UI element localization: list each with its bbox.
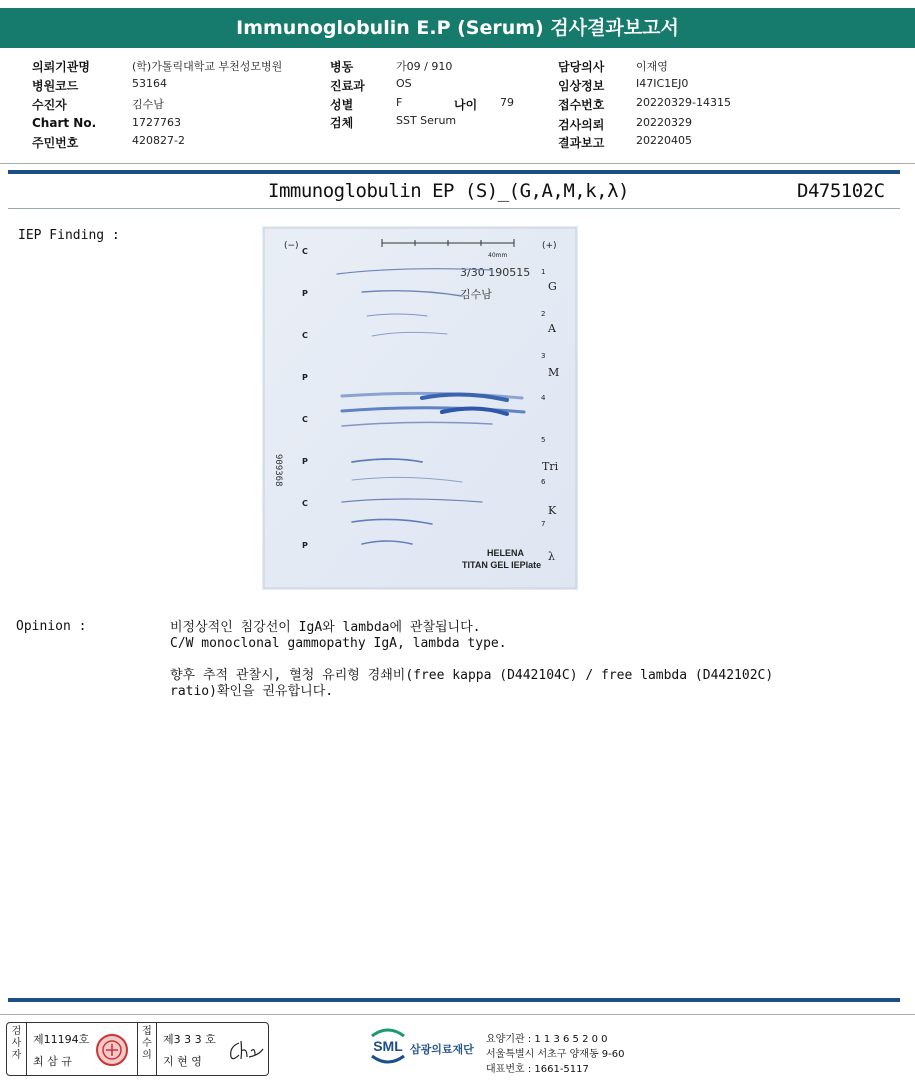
chart-value: 1727763 bbox=[132, 116, 181, 129]
divider bbox=[8, 208, 900, 209]
antiserum-label: Tri bbox=[542, 460, 559, 473]
divider bbox=[0, 163, 915, 164]
specimen-label: 검체 bbox=[330, 116, 354, 130]
org-name: 삼광의료재단 bbox=[410, 1043, 474, 1056]
request-label: 검사의뢰 bbox=[558, 118, 605, 132]
seal-icon bbox=[95, 1033, 129, 1067]
cathode-mark: (−) bbox=[284, 241, 299, 251]
patient-info bbox=[0, 56, 915, 154]
blue-rule bbox=[8, 170, 900, 174]
gel-name: 김수남 bbox=[460, 288, 492, 301]
gel-side-code: 909368 bbox=[273, 454, 283, 487]
brand-line-1: HELENA bbox=[487, 548, 525, 558]
trough-number: 1 bbox=[541, 268, 546, 276]
brand-line-2: TITAN GEL IEPlate bbox=[462, 560, 542, 570]
trough-number: 7 bbox=[541, 520, 546, 528]
doctor-value: 이재영 bbox=[636, 60, 668, 73]
iep-label: IEP Finding : bbox=[18, 228, 120, 243]
sex-value: F bbox=[396, 96, 403, 109]
well-label: P bbox=[302, 457, 308, 466]
anode-mark: (+) bbox=[542, 241, 557, 251]
hospital-value: (학)가톨릭대학교 부천성모병원 bbox=[132, 60, 283, 73]
sex-label: 성별 bbox=[330, 98, 354, 112]
chart-label: Chart No. bbox=[32, 116, 97, 130]
well-label: C bbox=[302, 331, 308, 340]
phone: 대표번호 : 1661-5117 bbox=[486, 1064, 589, 1075]
logo-text: SML bbox=[373, 1038, 403, 1054]
reviewer-no: 제3 3 3 호 bbox=[163, 1033, 216, 1046]
examiner-label: 검사자 bbox=[7, 1023, 27, 1075]
age-value: 79 bbox=[500, 96, 514, 109]
antiserum-label: A bbox=[548, 322, 556, 335]
opinion-label: Opinion : bbox=[16, 619, 87, 634]
antiserum-label: M bbox=[548, 366, 560, 379]
well-label: P bbox=[302, 373, 308, 382]
iep-gel-image bbox=[262, 226, 578, 590]
trough-number: 2 bbox=[541, 310, 546, 318]
well-label: P bbox=[302, 289, 308, 298]
age-label: 나이 bbox=[454, 98, 478, 112]
opinion-line-2: C/W monoclonal gammopathy IgA, lambda type. bbox=[170, 636, 507, 651]
well-label: C bbox=[302, 499, 308, 508]
hospital-label: 의뢰기관명 bbox=[32, 60, 90, 74]
report-title: Immunoglobulin E.P (Serum) 검사결과보고서 bbox=[0, 8, 915, 48]
receipt-label: 접수번호 bbox=[558, 98, 605, 112]
well-label: C bbox=[302, 415, 308, 424]
trough-number: 6 bbox=[541, 478, 546, 486]
institution-code: 요양기관 : 1 1 3 6 5 2 0 0 bbox=[486, 1034, 608, 1045]
blue-rule bbox=[8, 998, 900, 1002]
dept-value: OS bbox=[396, 77, 412, 90]
ward-value: 가09 / 910 bbox=[396, 60, 453, 73]
report-value: 20220405 bbox=[636, 134, 692, 147]
clinical-label: 임상정보 bbox=[558, 79, 605, 93]
opinion-line-3: 향후 추적 관찰시, 혈청 유리형 경쇄비(free kappa (D442104C) / free lambda (D442102C) bbox=[170, 668, 774, 683]
examiner-no: 제11194호 bbox=[33, 1033, 90, 1046]
id-label: 주민번호 bbox=[32, 136, 79, 150]
opinion-line-1: 비정상적인 침강선이 IgA와 lambda에 관찰됩니다. bbox=[170, 620, 481, 635]
test-code: D475102C bbox=[797, 180, 885, 202]
trough-number: 4 bbox=[541, 394, 546, 402]
dept-label: 진료과 bbox=[330, 79, 365, 93]
specimen-value: SST Serum bbox=[396, 114, 457, 127]
antiserum-label: K bbox=[548, 504, 557, 517]
request-value: 20220329 bbox=[636, 116, 692, 129]
clinical-value: I47IC1EJ0 bbox=[636, 77, 689, 90]
receipt-value: 20220329-14315 bbox=[636, 96, 731, 109]
doctor-label: 담당의사 bbox=[558, 60, 605, 74]
examiner-name: 최 삼 규 bbox=[33, 1055, 72, 1068]
patient-label: 수진자 bbox=[32, 98, 67, 112]
reviewer-name: 지 현 영 bbox=[163, 1055, 202, 1068]
scale-label: 40mm bbox=[488, 252, 508, 259]
report-label: 결과보고 bbox=[558, 136, 605, 150]
gel-date: 3/30 190515 bbox=[460, 266, 531, 279]
address: 서울특별시 서초구 양재동 9-60 bbox=[486, 1049, 625, 1060]
patient-value: 김수남 bbox=[132, 98, 164, 111]
signature-box bbox=[6, 1022, 269, 1076]
code-label: 병원코드 bbox=[32, 79, 79, 93]
antiserum-label: λ bbox=[548, 550, 555, 563]
id-value: 420827-2 bbox=[132, 134, 185, 147]
well-label: P bbox=[302, 541, 308, 550]
trough-number: 5 bbox=[541, 436, 546, 444]
divider bbox=[0, 1014, 915, 1015]
reviewer-label: 접수의 bbox=[137, 1023, 157, 1075]
ward-label: 병동 bbox=[330, 60, 354, 74]
opinion-line-4: ratio)확인을 권유합니다. bbox=[170, 684, 334, 699]
code-value: 53164 bbox=[132, 77, 167, 90]
well-label: C bbox=[302, 247, 308, 256]
trough-number: 3 bbox=[541, 352, 546, 360]
antiserum-label: G bbox=[548, 280, 557, 293]
test-name: Immunoglobulin EP (S)_(G,A,M,k,λ) bbox=[268, 180, 629, 202]
sml-logo-icon bbox=[366, 1026, 410, 1066]
signature-icon bbox=[225, 1037, 265, 1063]
